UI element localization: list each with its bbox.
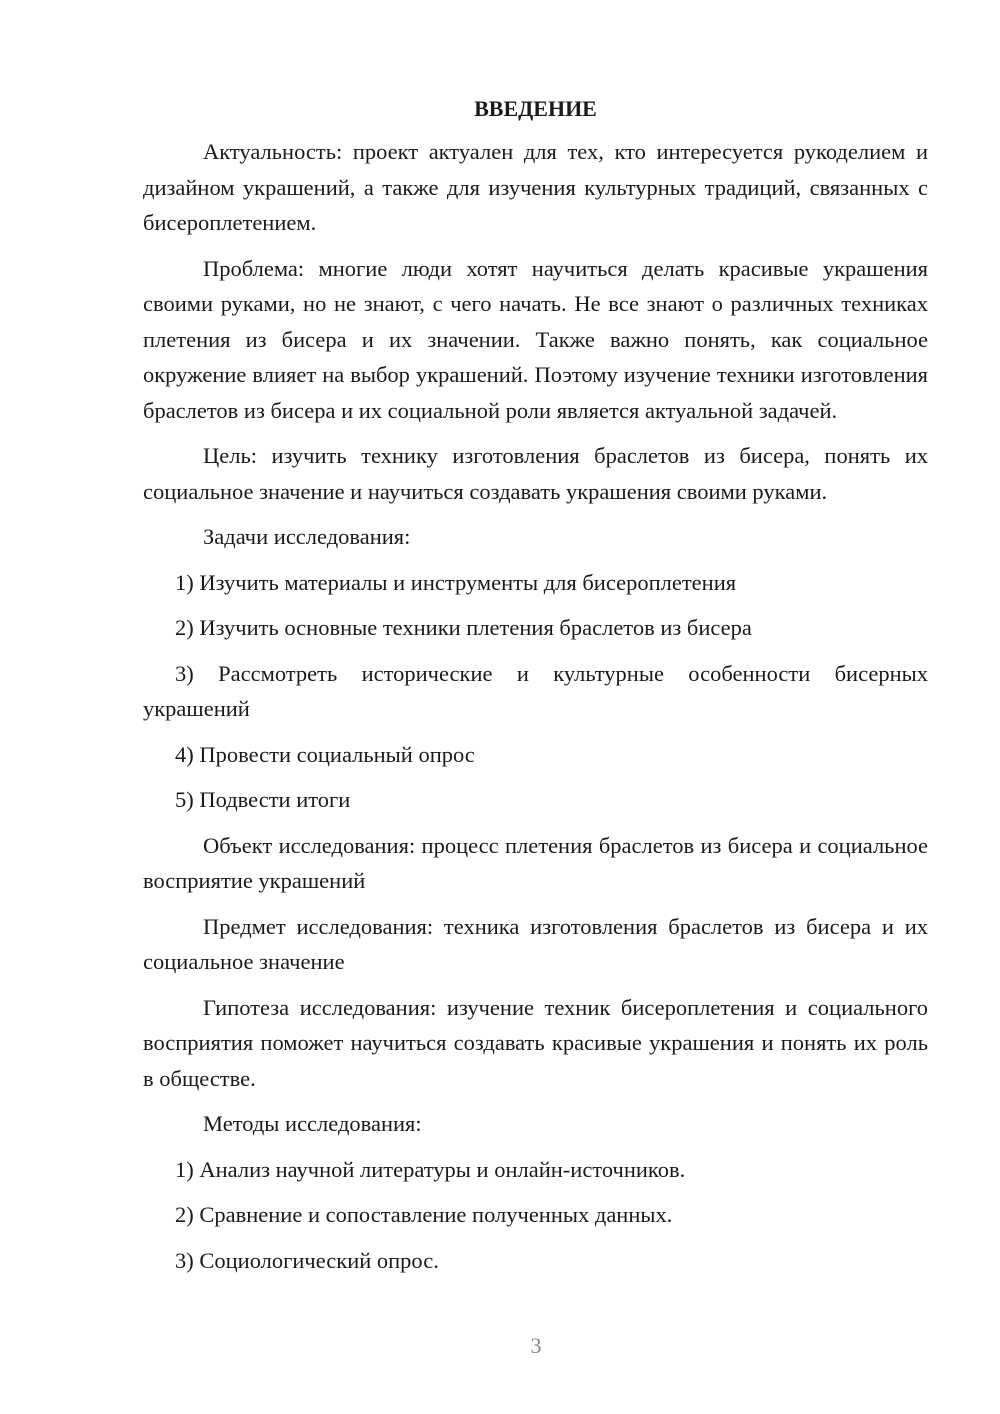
- goal-paragraph: Цель: изучить технику изготовления браслетов из бисера, понять их социальное значение и научиться создавать украшения своими руками.: [143, 443, 928, 504]
- section-title: ВВЕДЕНИЕ: [474, 96, 597, 121]
- relevance-paragraph: Актуальность: проект актуален для тех, кто интересуется рукоделием и дизайном украшений, а также для изучения культурных традиций, связанных с бисероплетением.: [143, 139, 928, 235]
- page-number: 3: [530, 1333, 542, 1358]
- subject-paragraph: Предмет исследования: техника изготовления браслетов из бисера и их социальное значение: [143, 913, 928, 974]
- task-item: 4) Провести социальный опрос: [175, 741, 475, 767]
- task-item: 1) Изучить материалы и инструменты для бисероплетения: [175, 569, 737, 595]
- object-paragraph: Объект исследования: процесс плетения браслетов из бисера и социальное восприятие украшений: [143, 832, 928, 893]
- method-item: 1) Анализ научной литературы и онлайн-источников.: [175, 1156, 686, 1182]
- task-item: 5) Подвести итоги: [175, 787, 351, 812]
- method-item: 3) Социологический опрос.: [175, 1247, 439, 1273]
- task-item: 3) Рассмотреть исторические и культурные особенности бисерных украшений: [143, 660, 928, 721]
- page-content: [143, 92, 928, 1288]
- task-item: 2) Изучить основные техники плетения браслетов из бисера: [175, 615, 752, 640]
- methods-heading: Методы исследования:: [203, 1111, 422, 1136]
- hypothesis-paragraph: Гипотеза исследования: изучение техник бисероплетения и социального восприятия поможет научиться создавать красивые украшения и понять их роль в обществе.: [143, 994, 928, 1091]
- tasks-heading: Задачи исследования:: [203, 524, 411, 549]
- problem-paragraph: Проблема: многие люди хотят научиться делать красивые украшения своими руками, но не знают, с чего начать. Не все знают о различных техниках плетения из бисера и их значении. Также важно понять, как социальное окружение влияет на выбор украшений. Поэтому изучение техники изготовления браслетов из бисера и их социальной роли является актуальной задачей.: [143, 255, 928, 423]
- method-item: 2) Сравнение и сопоставление полученных данных.: [175, 1202, 673, 1227]
